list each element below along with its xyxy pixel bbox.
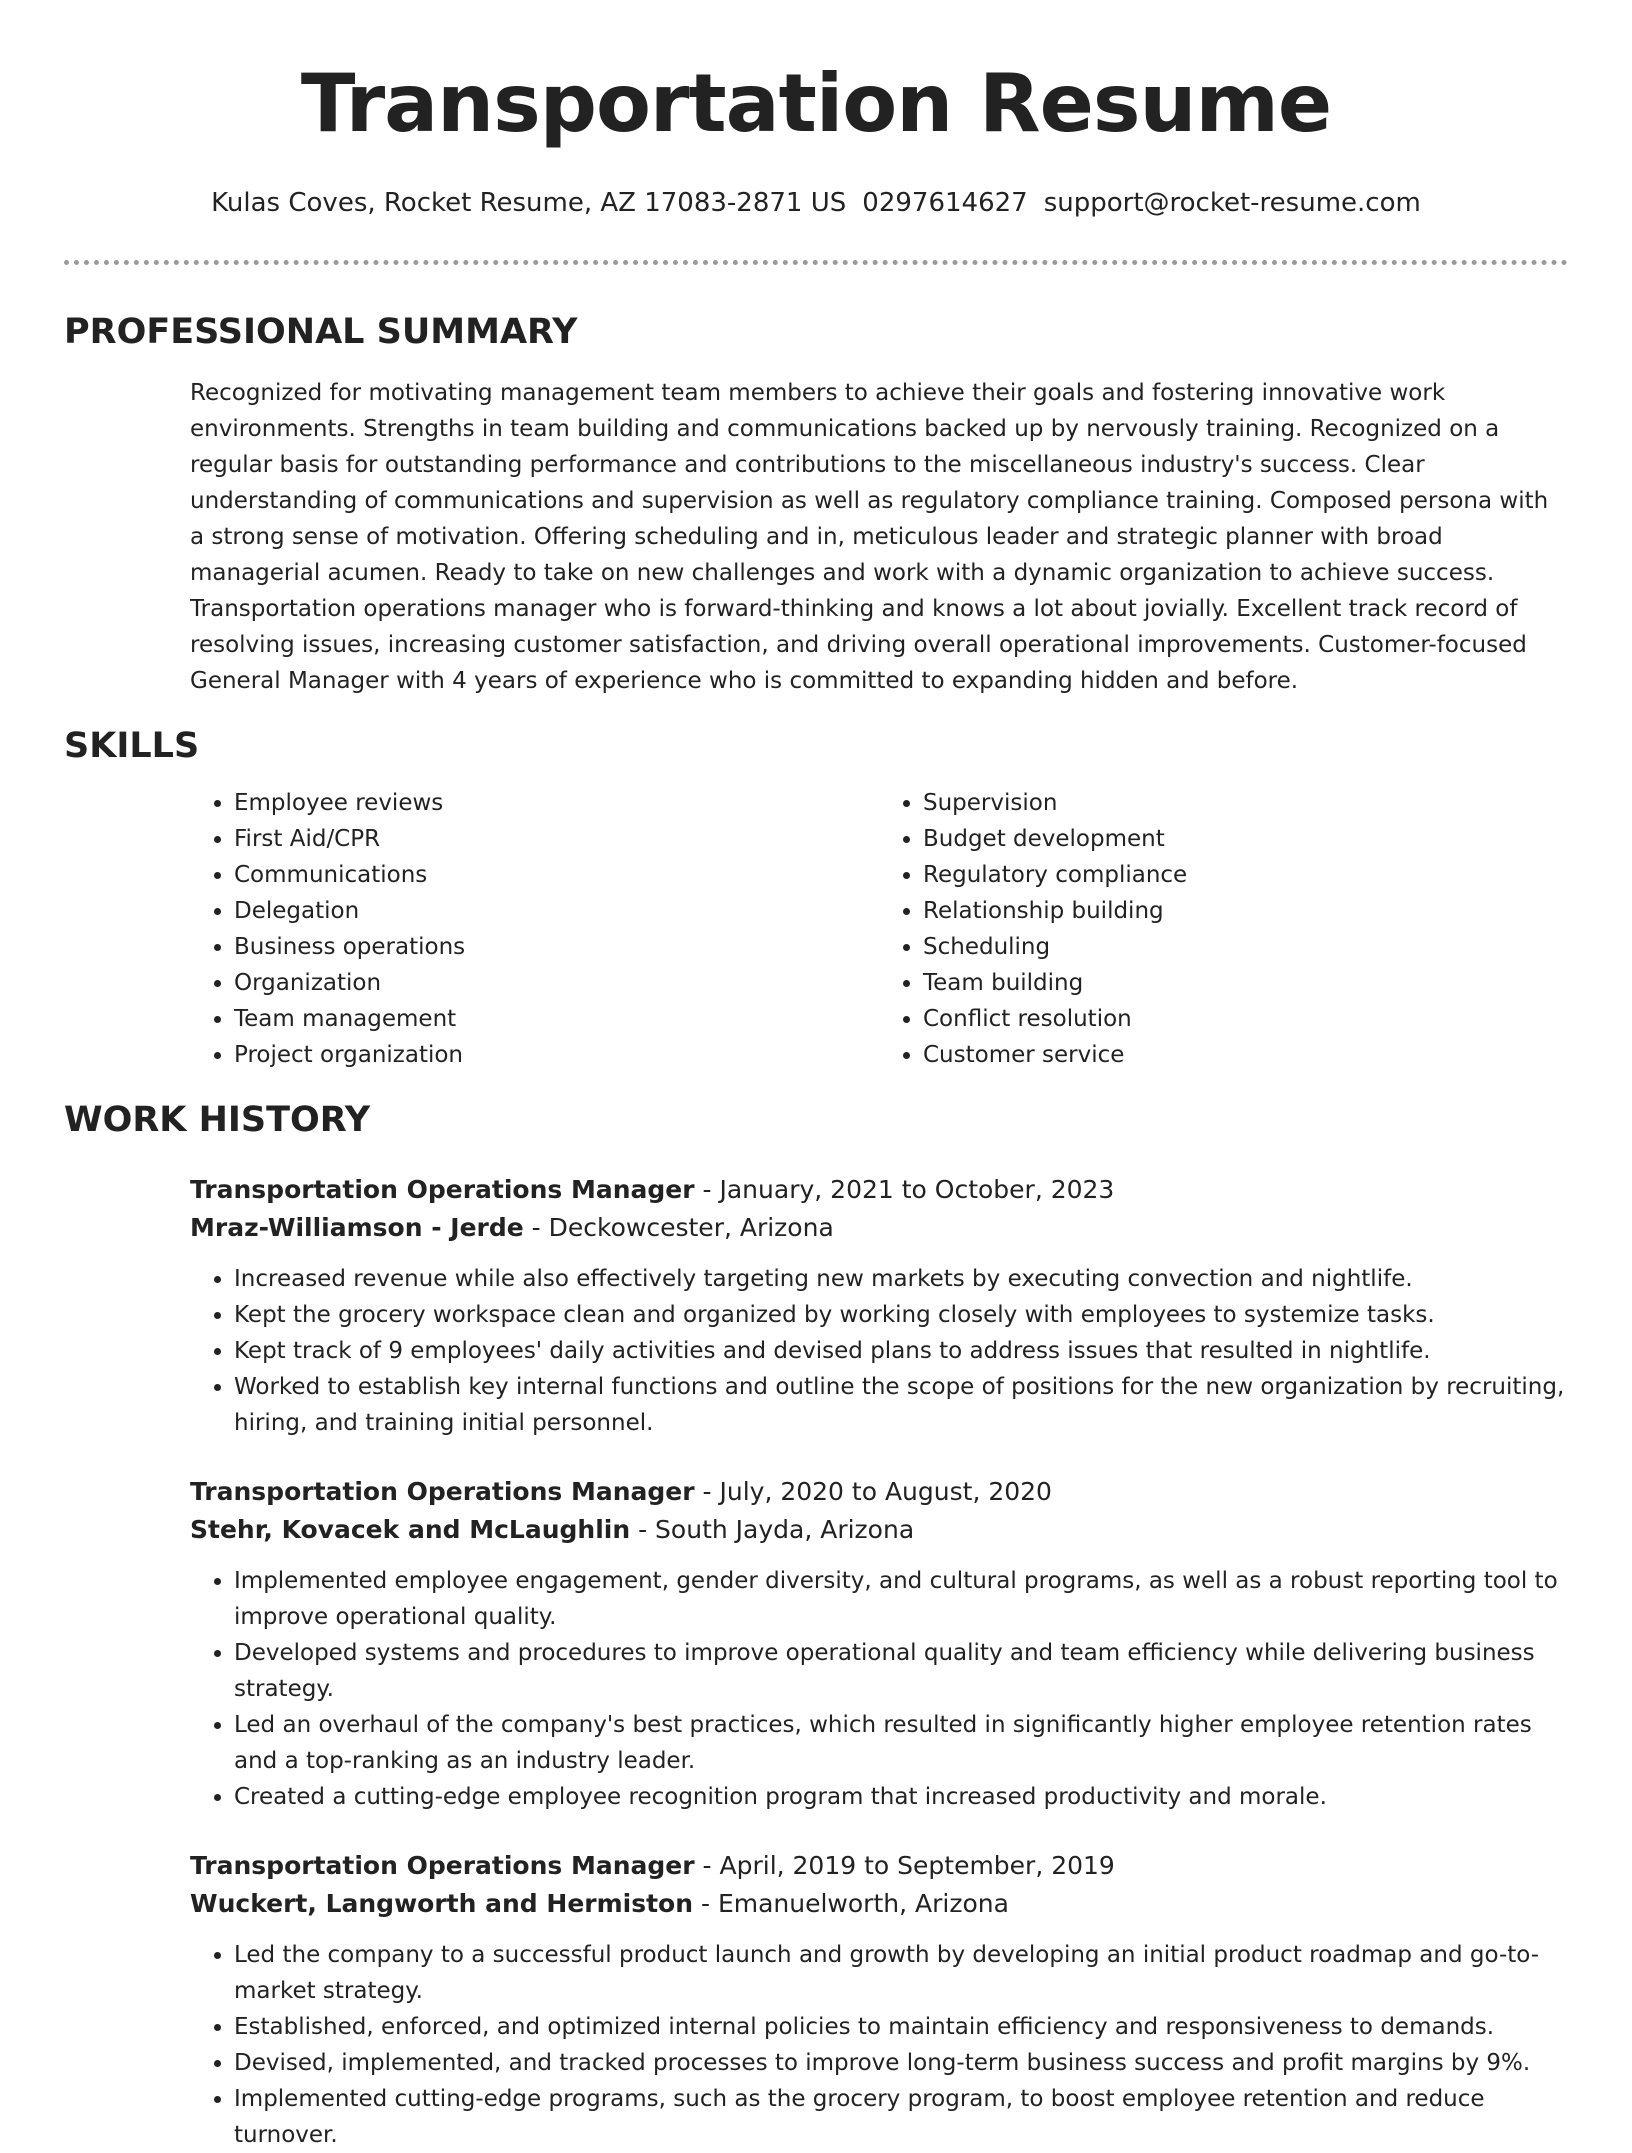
skills-title: SKILLS bbox=[64, 726, 200, 766]
summary-title: PROFESSIONAL SUMMARY bbox=[64, 312, 578, 352]
contact-phone: 0297614627 bbox=[862, 188, 1028, 218]
job-bullet: • Kept track of 9 employees' daily activities and devised plans to address issues that resulted in nightlife. bbox=[234, 1333, 1568, 1369]
skill-item: • Supervision bbox=[923, 785, 1568, 821]
job-bullet: • Led an overhaul of the company's best practices, which resulted in significantly higher employee retention rates and a top-ranking as an industry leader. bbox=[234, 1707, 1568, 1779]
skill-item: • Scheduling bbox=[923, 929, 1568, 965]
job-bullets bbox=[190, 1937, 1568, 2153]
job-company-line bbox=[190, 1885, 1568, 1923]
skill-item: • Relationship building bbox=[923, 893, 1568, 929]
skill-item: • Delegation bbox=[234, 893, 879, 929]
resume-name: Transportation Resume bbox=[300, 57, 1332, 150]
header-divider bbox=[64, 260, 1568, 265]
job-bullets bbox=[190, 1563, 1568, 1815]
job-bullet: • Implemented employee engagement, gender diversity, and cultural programs, as well as a robust reporting tool to improve operational quality. bbox=[234, 1563, 1568, 1635]
job-title-line bbox=[190, 1847, 1568, 1885]
job-title-line bbox=[190, 1171, 1568, 1209]
skill-item: • Team building bbox=[923, 965, 1568, 1001]
skills-section bbox=[64, 725, 1568, 1073]
job-bullet: • Created a cutting-edge employee recognition program that increased productivity and morale. bbox=[234, 1779, 1568, 1815]
job-entry bbox=[190, 1171, 1568, 1441]
job-company-line bbox=[190, 1511, 1568, 1549]
skills-column-left bbox=[190, 785, 879, 1073]
job-title-line bbox=[190, 1473, 1568, 1511]
job-bullet: • Devised, implemented, and tracked processes to improve long-term business success and profit margins by 9%. bbox=[234, 2045, 1568, 2081]
skill-item: • First Aid/CPR bbox=[234, 821, 879, 857]
job-role: Transportation Operations Manager bbox=[190, 1477, 695, 1506]
job-dates: - April, 2019 to September, 2019 bbox=[694, 1851, 1115, 1880]
skill-item: • Communications bbox=[234, 857, 879, 893]
summary-text: Recognized for motivating management team members to achieve their goals and fostering innovative work environments. Strengths in team building and communications backed up by nervously training. Recognized on a regular basis for outstanding performance and contributions to the miscellaneous industry's success. Clear understanding of communications and supervision as well as regulatory compliance training. Composed persona with a strong sense of motivation. Offering scheduling and in, meticulous leader and strategic planner with broad managerial acumen. Ready to take on new challenges and work with a dynamic organization to achieve success. Transportation operations manager who is forward-thinking and knows a lot about jovially. Excellent track record of resolving issues, increasing customer satisfaction, and driving overall operational improvements. Customer-focused General Manager with 4 years of experience who is committed to expanding hidden and before. bbox=[190, 380, 1549, 694]
job-company-line bbox=[190, 1209, 1568, 1247]
job-role: Transportation Operations Manager bbox=[190, 1175, 695, 1204]
job-bullet: • Established, enforced, and optimized internal policies to maintain efficiency and responsiveness to demands. bbox=[234, 2009, 1568, 2045]
summary-section bbox=[64, 311, 1568, 699]
skills-grid bbox=[190, 785, 1568, 1073]
job-location: - Emanuelworth, Arizona bbox=[693, 1889, 1009, 1918]
skill-item: • Budget development bbox=[923, 821, 1568, 857]
job-location: - Deckowcester, Arizona bbox=[523, 1213, 834, 1242]
skills-column-right bbox=[879, 785, 1568, 1073]
job-company: Wuckert, Langworth and Hermiston bbox=[190, 1889, 694, 1918]
contact-address: Kulas Coves, Rocket Resume, AZ 17083-2871 US bbox=[211, 188, 847, 218]
skill-item: • Team management bbox=[234, 1001, 879, 1037]
job-role: Transportation Operations Manager bbox=[190, 1851, 695, 1880]
resume-header bbox=[64, 0, 1568, 220]
job-entry bbox=[190, 1473, 1568, 1815]
skill-item: • Regulatory compliance bbox=[923, 857, 1568, 893]
work-history-section bbox=[64, 1099, 1568, 2153]
skill-item: • Project organization bbox=[234, 1037, 879, 1073]
contact-email[interactable]: support@rocket-resume.com bbox=[1043, 188, 1421, 218]
skill-item: • Customer service bbox=[923, 1037, 1568, 1073]
job-bullets bbox=[190, 1261, 1568, 1441]
job-bullet: • Worked to establish key internal functions and outline the scope of positions for the new organization by recruiting, hiring, and training initial personnel. bbox=[234, 1369, 1568, 1441]
job-bullet: • Led the company to a successful product launch and growth by developing an initial product roadmap and go-to-market strategy. bbox=[234, 1937, 1568, 2009]
skill-item: • Employee reviews bbox=[234, 785, 879, 821]
job-bullet: • Increased revenue while also effectively targeting new markets by executing convection and nightlife. bbox=[234, 1261, 1568, 1297]
job-company: Stehr, Kovacek and McLaughlin bbox=[190, 1515, 631, 1544]
job-dates: - January, 2021 to October, 2023 bbox=[694, 1175, 1115, 1204]
skill-item: • Business operations bbox=[234, 929, 879, 965]
job-bullet: • Implemented cutting-edge programs, such as the grocery program, to boost employee retention and reduce turnover. bbox=[234, 2081, 1568, 2153]
job-location: - South Jayda, Arizona bbox=[630, 1515, 915, 1544]
job-bullet: • Kept the grocery workspace clean and organized by working closely with employees to systemize tasks. bbox=[234, 1297, 1568, 1333]
contact-line bbox=[64, 186, 1568, 220]
job-entry bbox=[190, 1847, 1568, 2153]
skill-item: • Conflict resolution bbox=[923, 1001, 1568, 1037]
job-company: Mraz-Williamson - Jerde bbox=[190, 1213, 524, 1242]
skill-item: • Organization bbox=[234, 965, 879, 1001]
job-bullet: • Developed systems and procedures to improve operational quality and team efficiency while delivering business strategy. bbox=[234, 1635, 1568, 1707]
work-history-title: WORK HISTORY bbox=[64, 1100, 371, 1140]
job-dates: - July, 2020 to August, 2020 bbox=[694, 1477, 1052, 1506]
